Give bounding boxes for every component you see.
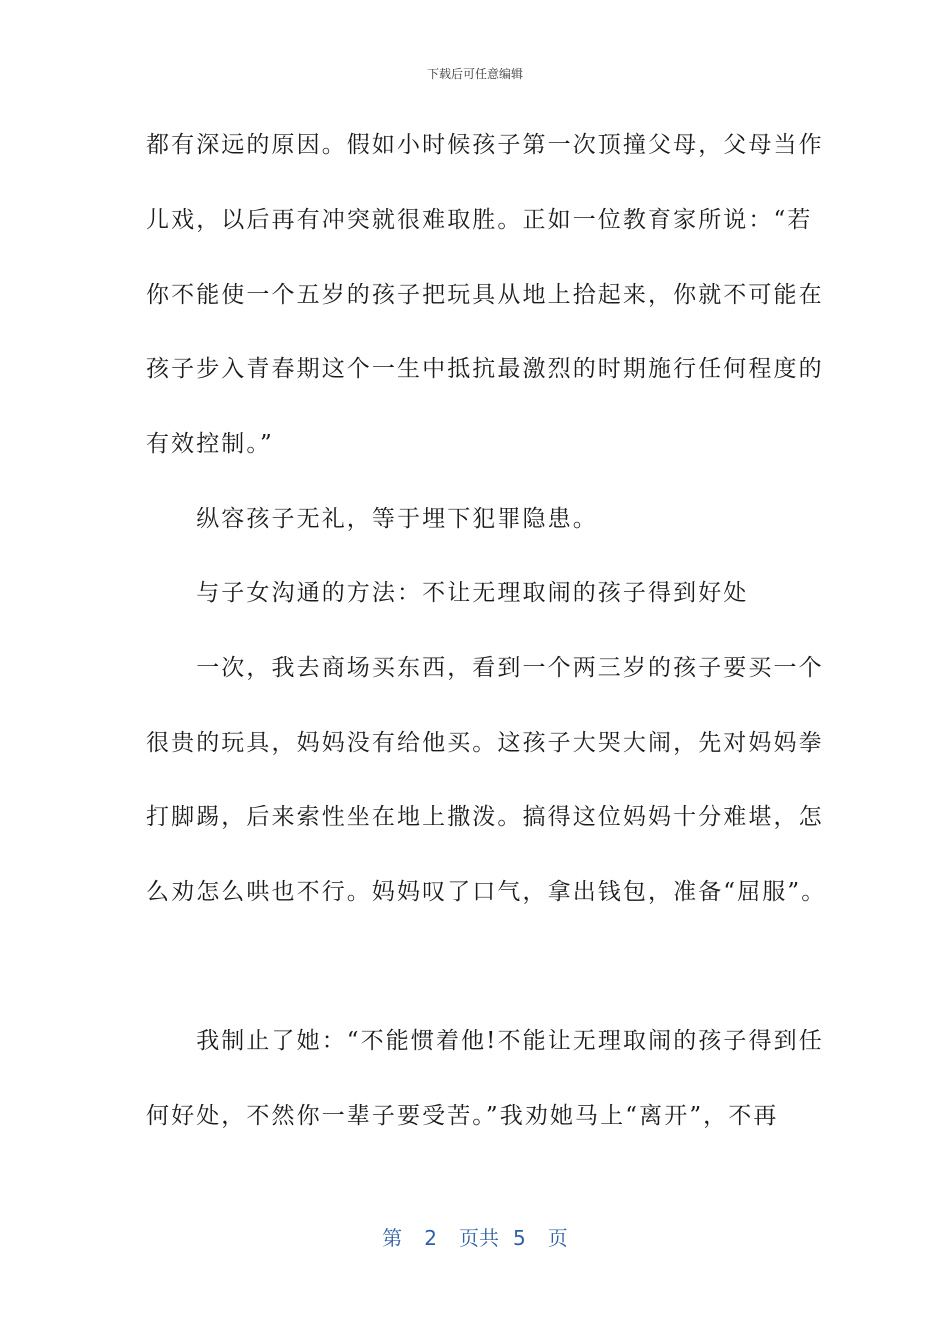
paragraph-line: 孩子步入青春期这个一生中抵抗最激烈的时期施行任何程度的	[146, 356, 824, 382]
total-pages-number: 5	[513, 1226, 526, 1250]
page-header: 下载后可任意编辑	[426, 67, 523, 81]
paragraph-line: 儿戏，以后再有冲突就很难取胜。正如一位教育家所说：“若	[146, 207, 813, 233]
paragraph-line: 何好处，不然你一辈子要受苦。”我劝她马上“离开”，不再	[146, 1103, 779, 1129]
page-footer	[0, 1224, 950, 1252]
footer-suffix: 页	[547, 1226, 568, 1250]
footer-middle: 页共	[459, 1226, 499, 1250]
current-page-number: 2	[424, 1226, 437, 1250]
paragraph-line: 我制止了她：“不能惯着他!不能让无理取闹的孩子得到任	[146, 1028, 824, 1054]
paragraph-line: 一次，我去商场买东西，看到一个两三岁的孩子要买一个	[146, 655, 824, 681]
paragraph-line: 纵容孩子无礼，等于埋下犯罪隐患。	[146, 506, 598, 532]
paragraph-line: 你不能使一个五岁的孩子把玩具从地上拾起来，你就不可能在	[146, 282, 824, 308]
paragraph-line: 都有深远的原因。假如小时候孩子第一次顶撞父母，父母当作	[146, 132, 824, 158]
section-heading: 与子女沟通的方法：不让无理取闹的孩子得到好处	[146, 580, 749, 606]
paragraph-line: 打脚踢，后来索性坐在地上撒泼。搞得这位妈妈十分难堪，怎	[146, 804, 824, 830]
paragraph-line: 很贵的玩具，妈妈没有给他买。这孩子大哭大闹，先对妈妈拳	[146, 730, 824, 756]
footer-prefix: 第	[382, 1226, 403, 1250]
paragraph-line: 有效控制。”	[146, 431, 274, 457]
paragraph-line: 么劝怎么哄也不行。妈妈叹了口气，拿出钱包，准备“屈服”。	[146, 879, 827, 905]
